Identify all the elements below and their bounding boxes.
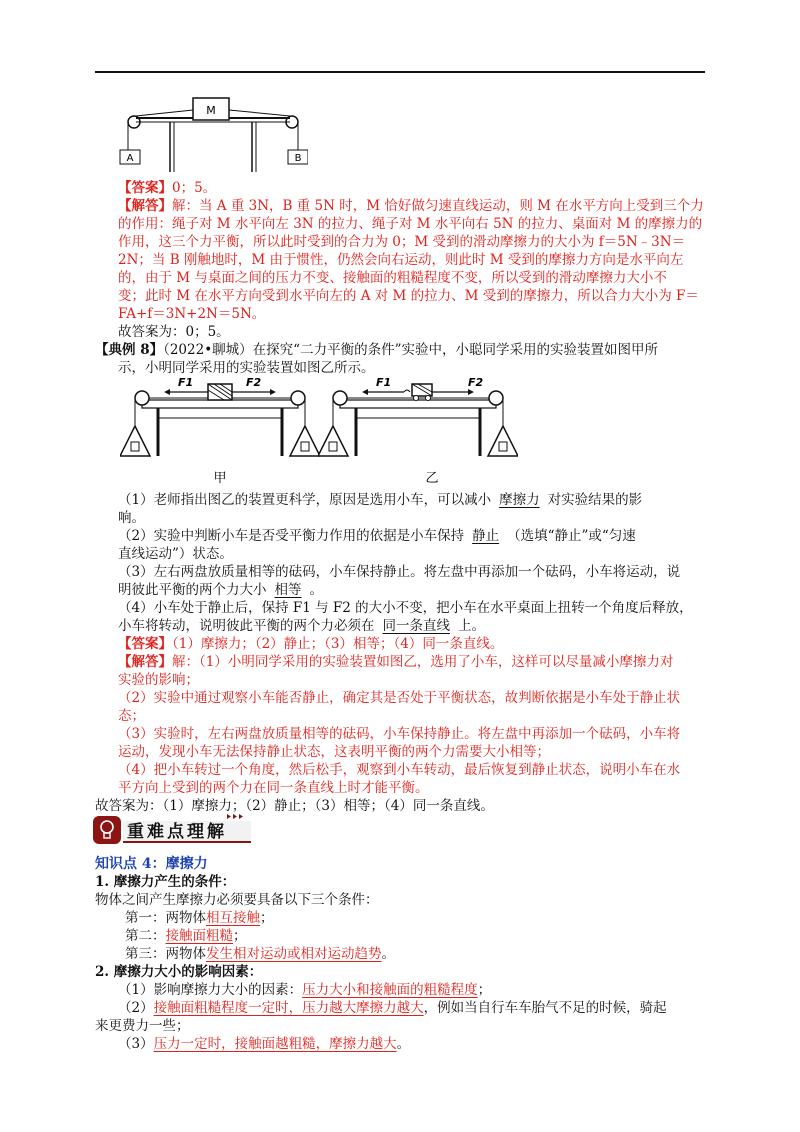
answer1-analysis-text-0: 解：当 A 重 3N，B 重 5N 时，M 恰好做匀速直线运动，则 M 在水平方向上受到三个力 <box>172 198 704 214</box>
section-heading <box>93 812 253 848</box>
factor-2-suffix: ，例如当自行车车胎气不足的时候，骑起 <box>423 1000 667 1016</box>
condition-3-suffix: 。 <box>381 946 395 962</box>
q3-text-c: 。 <box>309 582 323 598</box>
condition-3-prefix: 第三：两物体 <box>125 946 206 962</box>
answer1-analysis-label: 【解答】 <box>118 198 172 214</box>
q3-line <box>118 582 323 599</box>
factor-1-suffix: ； <box>477 982 492 998</box>
condition-2-prefix: 第二： <box>125 928 166 944</box>
answer1-analysis-line-2: 作用，这三个力平衡，所以此时受到的合力为 0；M 受到的滑动摩擦力的大小为 f＝5N﹣3N＝ <box>118 234 686 250</box>
answer1-label: 【答案】 <box>118 180 172 196</box>
knowledge4-h1: 1. 摩擦力产生的条件： <box>95 874 236 890</box>
condition-1-suffix: ； <box>260 910 274 926</box>
figure-jia <box>120 370 320 490</box>
factor-2-cont: 来更费力一些； <box>95 1018 190 1034</box>
example8-analysis-line-6: （4）把小车转过一个角度，然后松手，观察到小车转动，最后恢复到静止状态，说明小车在水 <box>118 762 681 778</box>
example8-analysis-line-5: 运动，发现小车无法保持静止状态，这表明平衡的两个力需要大小相等； <box>118 744 550 760</box>
factor-1-prefix: （1）影响摩擦力大小的因素： <box>118 982 303 998</box>
q2-text-c: 直线运动”）状态。 <box>118 546 233 562</box>
factor-1-key: 压力大小和接触面的粗糙程度 <box>302 982 478 998</box>
condition-3-key: 发生相对运动或相对运动趋势 <box>206 946 382 962</box>
q2-text-a: （2）实验中判断小车是否受平衡力作用的依据是小车保持 <box>118 528 465 544</box>
factor-2-prefix: （2） <box>118 1000 154 1016</box>
q1-text-c: 响。 <box>118 510 145 526</box>
header-rule <box>95 71 705 73</box>
example8-stem-1: （2022•聊城）在探究“二力平衡的条件”实验中，小聪同学采用的实验装置如图甲所 <box>163 342 658 358</box>
factor-3-suffix: 。 <box>396 1036 411 1052</box>
answer1-analysis-line-4: 的，由于 M 与桌面之间的压力不变、接触面的粗糙程度不变，所以受到的滑动摩擦力大小不 <box>118 270 667 286</box>
example8-analysis-line-1: 实验的影响； <box>118 672 199 688</box>
factor-3 <box>118 1036 410 1053</box>
block-b-label: B <box>294 153 302 164</box>
condition-1-key: 相互接触 <box>206 910 260 926</box>
example8-analysis-line-2: （2）实验中通过观察小车能否静止，确定其是否处于平衡状态，故判断依据是小车处于静止状 <box>118 690 681 706</box>
jia-f1-label: F1 <box>178 376 194 389</box>
condition-2-key: 接触面粗糙 <box>165 928 233 944</box>
knowledge4-intro: 物体之间产生摩擦力必须要具备以下三个条件： <box>95 892 379 908</box>
jia-f2-label: F2 <box>246 376 262 389</box>
q1-line <box>118 492 642 509</box>
block-a-label: A <box>126 153 134 164</box>
answer1-final: 故答案为：0；5。 <box>118 324 230 340</box>
example8-answer-label: 【答案】 <box>118 636 172 652</box>
factor-2-key: 接触面粗糙程度一定时，压力越大摩擦力越大 <box>153 1000 424 1016</box>
q4-line <box>118 618 485 635</box>
q4-text-c: 上。 <box>458 618 485 634</box>
condition-1-prefix: 第一：两物体 <box>125 910 206 926</box>
example8-label: 【典例 8】 <box>95 342 164 358</box>
q1-text-b: 对实验结果的影 <box>547 492 643 508</box>
figure-yi-caption: 乙 <box>425 471 439 486</box>
q3-text-b: 明彼此平衡的两个力大小 <box>118 582 267 598</box>
condition-2-suffix: ； <box>233 928 247 944</box>
figure-block-pulley <box>118 88 308 174</box>
section-title: 重难点理解 <box>127 822 227 842</box>
factor-1 <box>118 982 491 999</box>
answer1-analysis-line-3: 2N；当 B 刚触地时，M 由于惯性，仍然会向右运动，则此时 M 受到的摩擦力方向是水平向左 <box>118 252 684 268</box>
example8-stem-2: 示，小明同学采用的实验装置如图乙所示。 <box>118 360 375 376</box>
factor-3-key: 压力一定时，接触面越粗糙，摩擦力越大 <box>153 1036 397 1052</box>
example8-analysis-line-4: （3）实验时，左右两盘放质量相等的砝码，小车保持静止。将左盘中再添加一个砝码，小车将 <box>118 726 681 742</box>
figure-jia-caption: 甲 <box>213 471 227 486</box>
condition-1 <box>125 910 274 927</box>
answer1-text: 0；5。 <box>172 180 217 196</box>
example8-analysis-text-0: 解：（1）小明同学采用的实验装置如图乙，选用了小车，这样可以尽量减小摩擦力对 <box>172 654 674 670</box>
answer1-line <box>118 180 216 197</box>
q2-line <box>118 528 636 545</box>
q3-text-a: （3）左右两盘放质量相等的砝码，小车保持静止。将左盘中再添加一个砝码，小车将运动，说 <box>118 564 681 580</box>
q1-answer: 摩擦力 <box>499 492 540 508</box>
answer1-analysis-line-5: 变；此时 M 在水平方向受到水平向左的 A 对 M 的拉力、M 受到的摩擦力，所以合力大小为 F＝ <box>118 288 699 304</box>
q2-text-b: （选填“静止”或“匀速 <box>507 528 636 544</box>
answer1-analysis-line-1: 的作用：绳子对 M 水平向左 3N 的拉力、绳子对 M 水平向右 5N 的拉力、桌面对 M 的摩擦力的 <box>118 216 703 232</box>
knowledge4-title: 知识点 4：摩擦力 <box>95 856 208 872</box>
example8-answer-text: （1）摩擦力；（2）静止；（3）相等；（4）同一条直线。 <box>172 636 504 652</box>
knowledge4-h2: 2. 摩擦力大小的影响因素： <box>95 964 263 980</box>
answer1-analysis-line-6: FA+f＝3N+2N＝5N。 <box>118 306 266 322</box>
q4-answer: 同一条直线 <box>382 618 450 634</box>
q4-text-a: （4）小车处于静止后，保持 F1 与 F2 的大小不变，把小车在水平桌面上扭转一个角度后释放， <box>118 600 693 616</box>
example8-analysis-label: 【解答】 <box>118 654 172 670</box>
block-m-label: M <box>206 104 216 117</box>
figure-yi <box>318 370 518 490</box>
example8-analysis-line-7: 平方向上受到的两个力在同一条直线上时才能平衡。 <box>118 780 429 796</box>
example8-analysis-line-0 <box>118 654 673 671</box>
answer1-analysis-line-0 <box>118 198 704 215</box>
example8-final: 故答案为：（1）摩擦力；（2）静止；（3）相等；（4）同一条直线。 <box>95 798 494 814</box>
q2-answer: 静止 <box>472 528 500 544</box>
q4-text-b: 小车将转动，说明彼此平衡的两个力必须在 <box>118 618 375 634</box>
yi-f2-label: F2 <box>468 376 484 389</box>
example8-answer-line <box>118 636 503 653</box>
q1-text-a: （1）老师指出图乙的装置更科学，原因是选用小车，可以减小 <box>118 492 492 508</box>
factor-2 <box>118 1000 667 1017</box>
example8-analysis-line-3: 态； <box>118 708 145 724</box>
yi-f1-label: F1 <box>376 376 392 389</box>
factor-3-prefix: （3） <box>118 1036 154 1052</box>
condition-3 <box>125 946 395 963</box>
condition-2 <box>125 928 247 945</box>
example8-line1 <box>95 342 658 359</box>
section-heading-graphic <box>93 812 253 848</box>
q3-answer: 相等 <box>274 582 302 598</box>
